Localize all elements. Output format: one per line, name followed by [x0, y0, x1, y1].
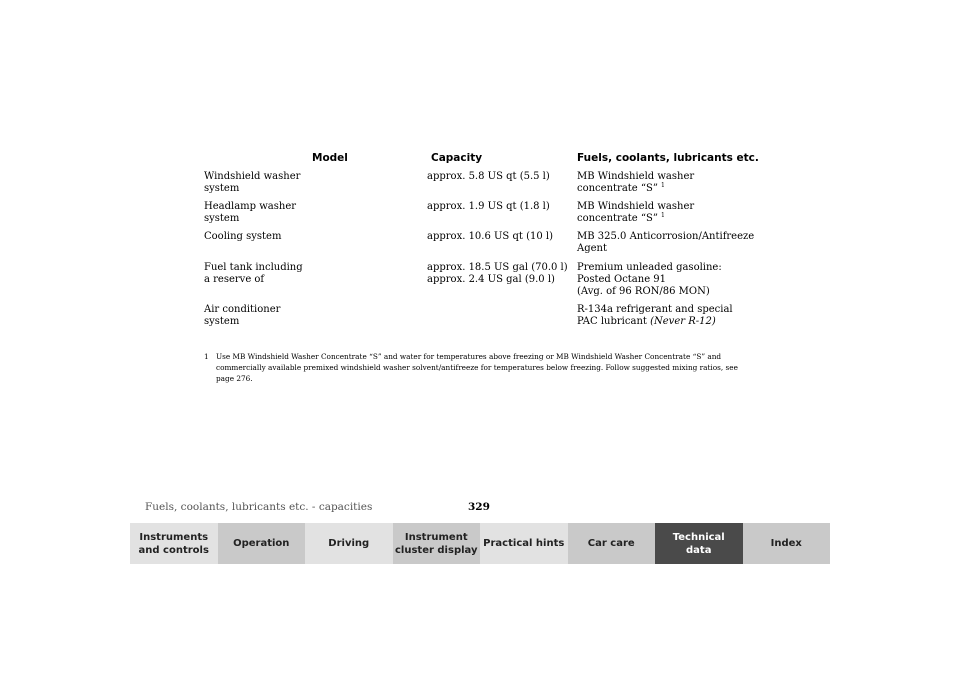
table-header — [204, 152, 764, 168]
footnote-ref: 1 — [660, 211, 665, 219]
tab-instrument-cluster-display[interactable]: Instrument cluster display — [393, 523, 481, 564]
column-header-model: Model — [312, 152, 348, 164]
section-nav — [130, 523, 830, 564]
cell-model: Fuel tank including a reserve of — [204, 262, 303, 285]
cell-fuels: MB Windshield washer concentrate “S” $^1$ — [577, 171, 695, 194]
tab-driving[interactable]: Driving — [305, 523, 393, 564]
tab-technical-data[interactable]: Technical data — [655, 523, 743, 564]
page-number: 329 — [468, 501, 490, 513]
cell-capacity: approx. 10.6 US qt (10 l) — [427, 231, 553, 242]
tab-operation[interactable]: Operation — [218, 523, 306, 564]
cell-model: Headlamp washer system — [204, 201, 297, 224]
cell-model: Windshield washer system — [204, 171, 301, 194]
cell-capacity: approx. 18.5 US gal (70.0 l) approx. 2.4 US gal (9.0 l) — [427, 262, 568, 285]
footnote-text: Use MB Windshield Washer Concentrate “S” and water for temperatures above freezing or MB Windshield Washer Concentrate “S” and commercially available premixed windshield washer solvent/antifreeze for temperatures below freezing. Follow suggested mixing ratios, see page 276. — [216, 352, 738, 383]
tab-practical-hints[interactable]: Practical hints — [480, 523, 568, 564]
tab-index[interactable]: Index — [743, 523, 831, 564]
cell-fuels: R-134a refrigerant and special PAC lubricant (Never R-12) — [577, 304, 733, 327]
cell-fuels: Premium unleaded gasoline: Posted Octane 91 (Avg. of 96 RON/86 MON) — [577, 262, 722, 297]
column-header-capacity: Capacity — [431, 152, 483, 164]
tab-car-care[interactable]: Car care — [568, 523, 656, 564]
page-title: Fuels, coolants, lubricants etc. - capacities — [145, 501, 373, 513]
column-header-fuels: Fuels, coolants, lubricants etc. — [577, 152, 759, 164]
cell-capacity: approx. 1.9 US qt (1.8 l) — [427, 201, 550, 212]
tab-instruments-and-controls[interactable]: Instruments and controls — [130, 523, 218, 564]
cell-fuels: MB 325.0 Anticorrosion/Antifreeze Agent — [577, 231, 755, 254]
cell-model: Cooling system — [204, 231, 282, 242]
cell-fuels: MB Windshield washer concentrate “S” $^1$ — [577, 201, 695, 224]
footnote-ref: 1 — [660, 181, 665, 189]
never-r12-note: (Never R-12) — [650, 316, 716, 327]
footnote — [204, 351, 744, 384]
footnote-number: 1 — [204, 352, 209, 361]
cell-capacity: approx. 5.8 US qt (5.5 l) — [427, 171, 550, 182]
cell-model: Air conditioner system — [204, 304, 281, 327]
